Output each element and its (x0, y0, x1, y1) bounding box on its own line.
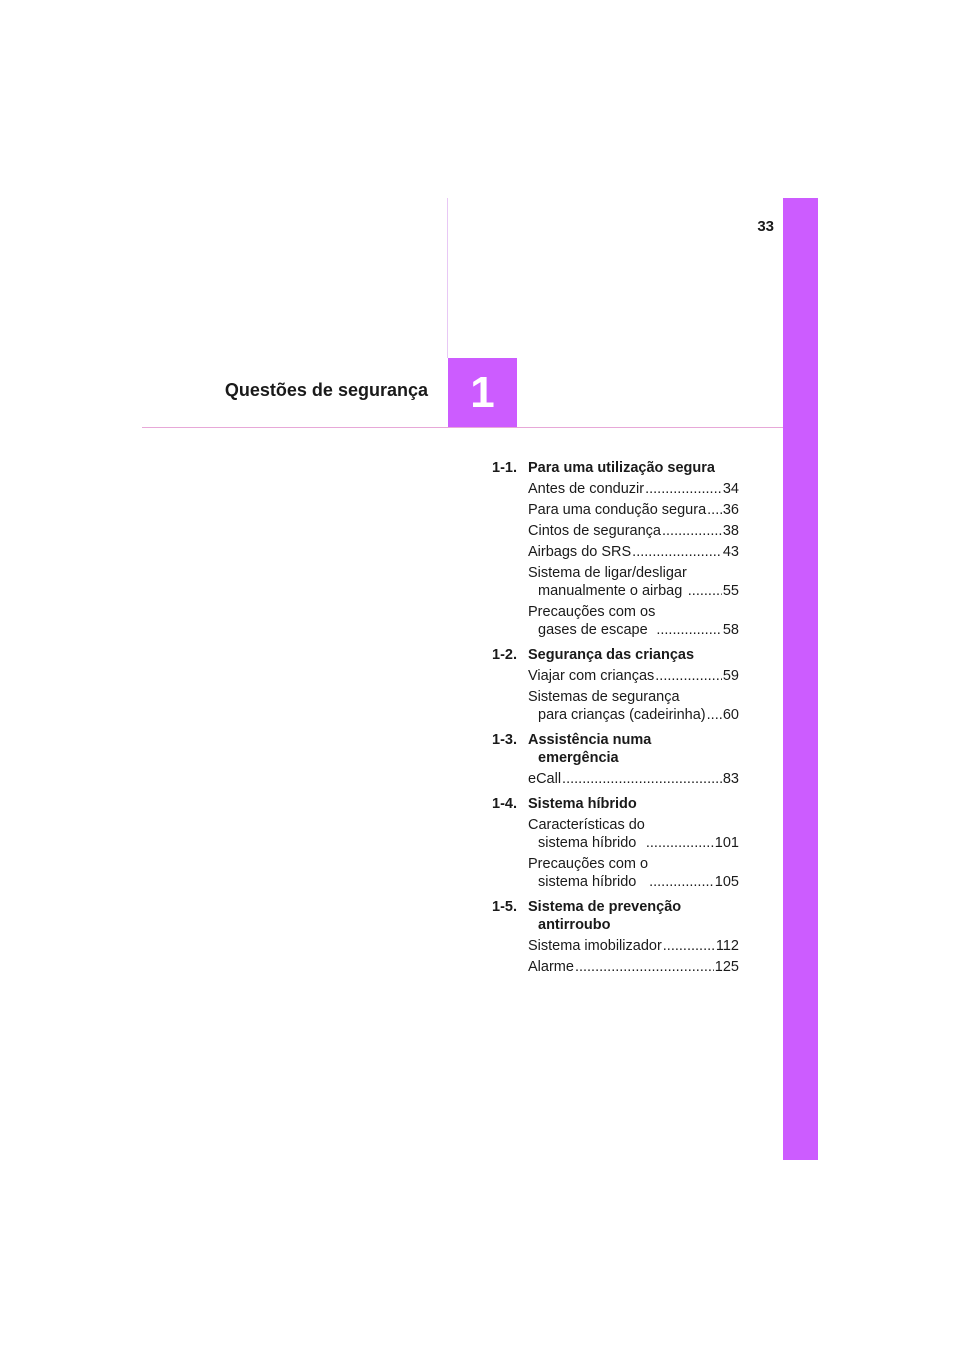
toc-entry-page: 101 (714, 835, 739, 851)
toc-entry-page: 38 (722, 523, 739, 539)
toc-entry-title-line: Precauções com os (528, 604, 656, 620)
toc-entry-title-line: Viajar com crianças (528, 668, 655, 684)
toc-entry-page: 55 (722, 583, 739, 599)
toc-entry-title-line: Airbags do SRS (528, 544, 632, 560)
toc-dot-leader (656, 621, 722, 639)
toc-dot-leader (649, 873, 714, 891)
toc-section-heading[interactable] (492, 795, 739, 816)
toc-dot-leader (575, 958, 714, 976)
toc-entry[interactable] (528, 522, 739, 543)
toc-entry-title (528, 667, 654, 685)
toc-entry-title-line: Sistema imobilizador (528, 938, 662, 954)
toc-section-heading[interactable] (492, 731, 739, 770)
toc-entry-page: 43 (722, 544, 739, 560)
toc-entry-page: 60 (722, 707, 739, 723)
page-number: 33 (757, 218, 774, 235)
toc-entry-title-continuation: manualmente o airbag (538, 583, 683, 599)
toc-entry-page: 36 (722, 502, 739, 518)
toc-entry[interactable] (528, 564, 739, 603)
toc-entry-title-line: Precauções com o (528, 856, 649, 872)
toc-section-title-line: Segurança das crianças (528, 647, 695, 663)
toc-entry-title-line: Características do (528, 817, 645, 833)
toc-section-title-line: Sistema híbrido (528, 796, 637, 812)
toc-entry[interactable] (528, 855, 739, 894)
toc-section-number: 1-5. (492, 899, 517, 915)
toc-entry-page: 105 (714, 874, 739, 890)
toc-entry-title (528, 937, 662, 955)
toc-section-title (528, 459, 739, 477)
toc-entry-title-continuation: para crianças (cadeirinha) (538, 707, 706, 723)
toc-section (492, 731, 739, 791)
toc-entry[interactable] (528, 958, 739, 979)
toc-entry-title-line: Antes de conduzir (528, 481, 645, 497)
toc-entry-page: 125 (714, 959, 739, 975)
toc-dot-leader (645, 480, 722, 498)
toc-section-heading[interactable] (492, 646, 739, 667)
table-of-contents (492, 459, 739, 983)
toc-entry-title-continuation: sistema híbrido (538, 874, 637, 890)
toc-entry-title-line: Cintos de segurança (528, 523, 661, 539)
toc-entry-title-continuation: gases de escape (538, 622, 648, 638)
toc-section-title (528, 898, 739, 934)
toc-section-number: 1-2. (492, 647, 517, 663)
toc-entry[interactable] (528, 937, 739, 958)
toc-section-title-continuation: emergência (538, 750, 619, 766)
toc-section-number: 1-3. (492, 732, 517, 748)
toc-section-number: 1-1. (492, 460, 517, 476)
toc-entry-title (528, 855, 648, 891)
toc-entry-title (528, 480, 644, 498)
toc-dot-leader (707, 706, 722, 724)
toc-entry-page: 83 (722, 771, 739, 787)
toc-section-heading[interactable] (492, 459, 739, 480)
chapter-side-tab (783, 198, 818, 1160)
toc-entry-page: 112 (715, 938, 739, 954)
toc-entry-title-line: Sistema de ligar/desligar (528, 565, 687, 581)
toc-dot-leader (688, 582, 722, 600)
toc-entry-page: 58 (722, 622, 739, 638)
toc-section-number: 1-4. (492, 796, 517, 812)
toc-entry-title (528, 816, 645, 852)
toc-entry-title (528, 501, 706, 519)
toc-entry[interactable] (528, 688, 739, 727)
toc-entry[interactable] (528, 667, 739, 688)
toc-entry-page: 34 (722, 481, 739, 497)
toc-dot-leader (655, 667, 722, 685)
toc-entry[interactable] (528, 543, 739, 564)
toc-entry-title (528, 564, 687, 600)
chapter-number-box: 1 (448, 358, 517, 427)
vertical-rule (447, 198, 448, 358)
toc-entry-title (528, 770, 561, 788)
toc-entry-title-line: Para uma condução segura (528, 502, 707, 518)
chapter-title: Questões de segurança (224, 380, 428, 400)
horizontal-rule (142, 427, 783, 428)
toc-entry-title (528, 522, 661, 540)
toc-section-title (528, 646, 739, 664)
toc-dot-leader (662, 522, 722, 540)
toc-section-title-line: Para uma utilização segura (528, 460, 715, 476)
toc-section-title-line: Assistência numa (528, 732, 652, 748)
toc-entry-title-line: Alarme (528, 959, 574, 975)
toc-entry[interactable] (528, 770, 739, 791)
toc-dot-leader (707, 501, 722, 519)
toc-entry-title-continuation: sistema híbrido (538, 835, 637, 851)
toc-entry-title (528, 603, 655, 639)
toc-dot-leader (562, 770, 722, 788)
toc-entry-title (528, 958, 574, 976)
toc-entry[interactable] (528, 603, 739, 642)
toc-section-title (528, 731, 739, 767)
toc-entry[interactable] (528, 816, 739, 855)
toc-entry[interactable] (528, 501, 739, 522)
toc-section-title (528, 795, 739, 813)
toc-dot-leader (632, 543, 722, 561)
toc-section (492, 646, 739, 727)
toc-section (492, 459, 739, 642)
toc-section (492, 795, 739, 894)
toc-entry-title-line: eCall (528, 771, 562, 787)
toc-section-title-line: Sistema de prevenção (528, 899, 682, 915)
toc-section (492, 898, 739, 979)
toc-entry-title (528, 688, 706, 724)
toc-section-title-continuation: antirroubo (538, 917, 611, 933)
toc-entry[interactable] (528, 480, 739, 501)
toc-dot-leader (646, 834, 714, 852)
toc-section-heading[interactable] (492, 898, 739, 937)
toc-entry-title (528, 543, 631, 561)
toc-entry-title-line: Sistemas de segurança (528, 689, 680, 705)
toc-entry-page: 59 (722, 668, 739, 684)
toc-dot-leader (663, 937, 715, 955)
